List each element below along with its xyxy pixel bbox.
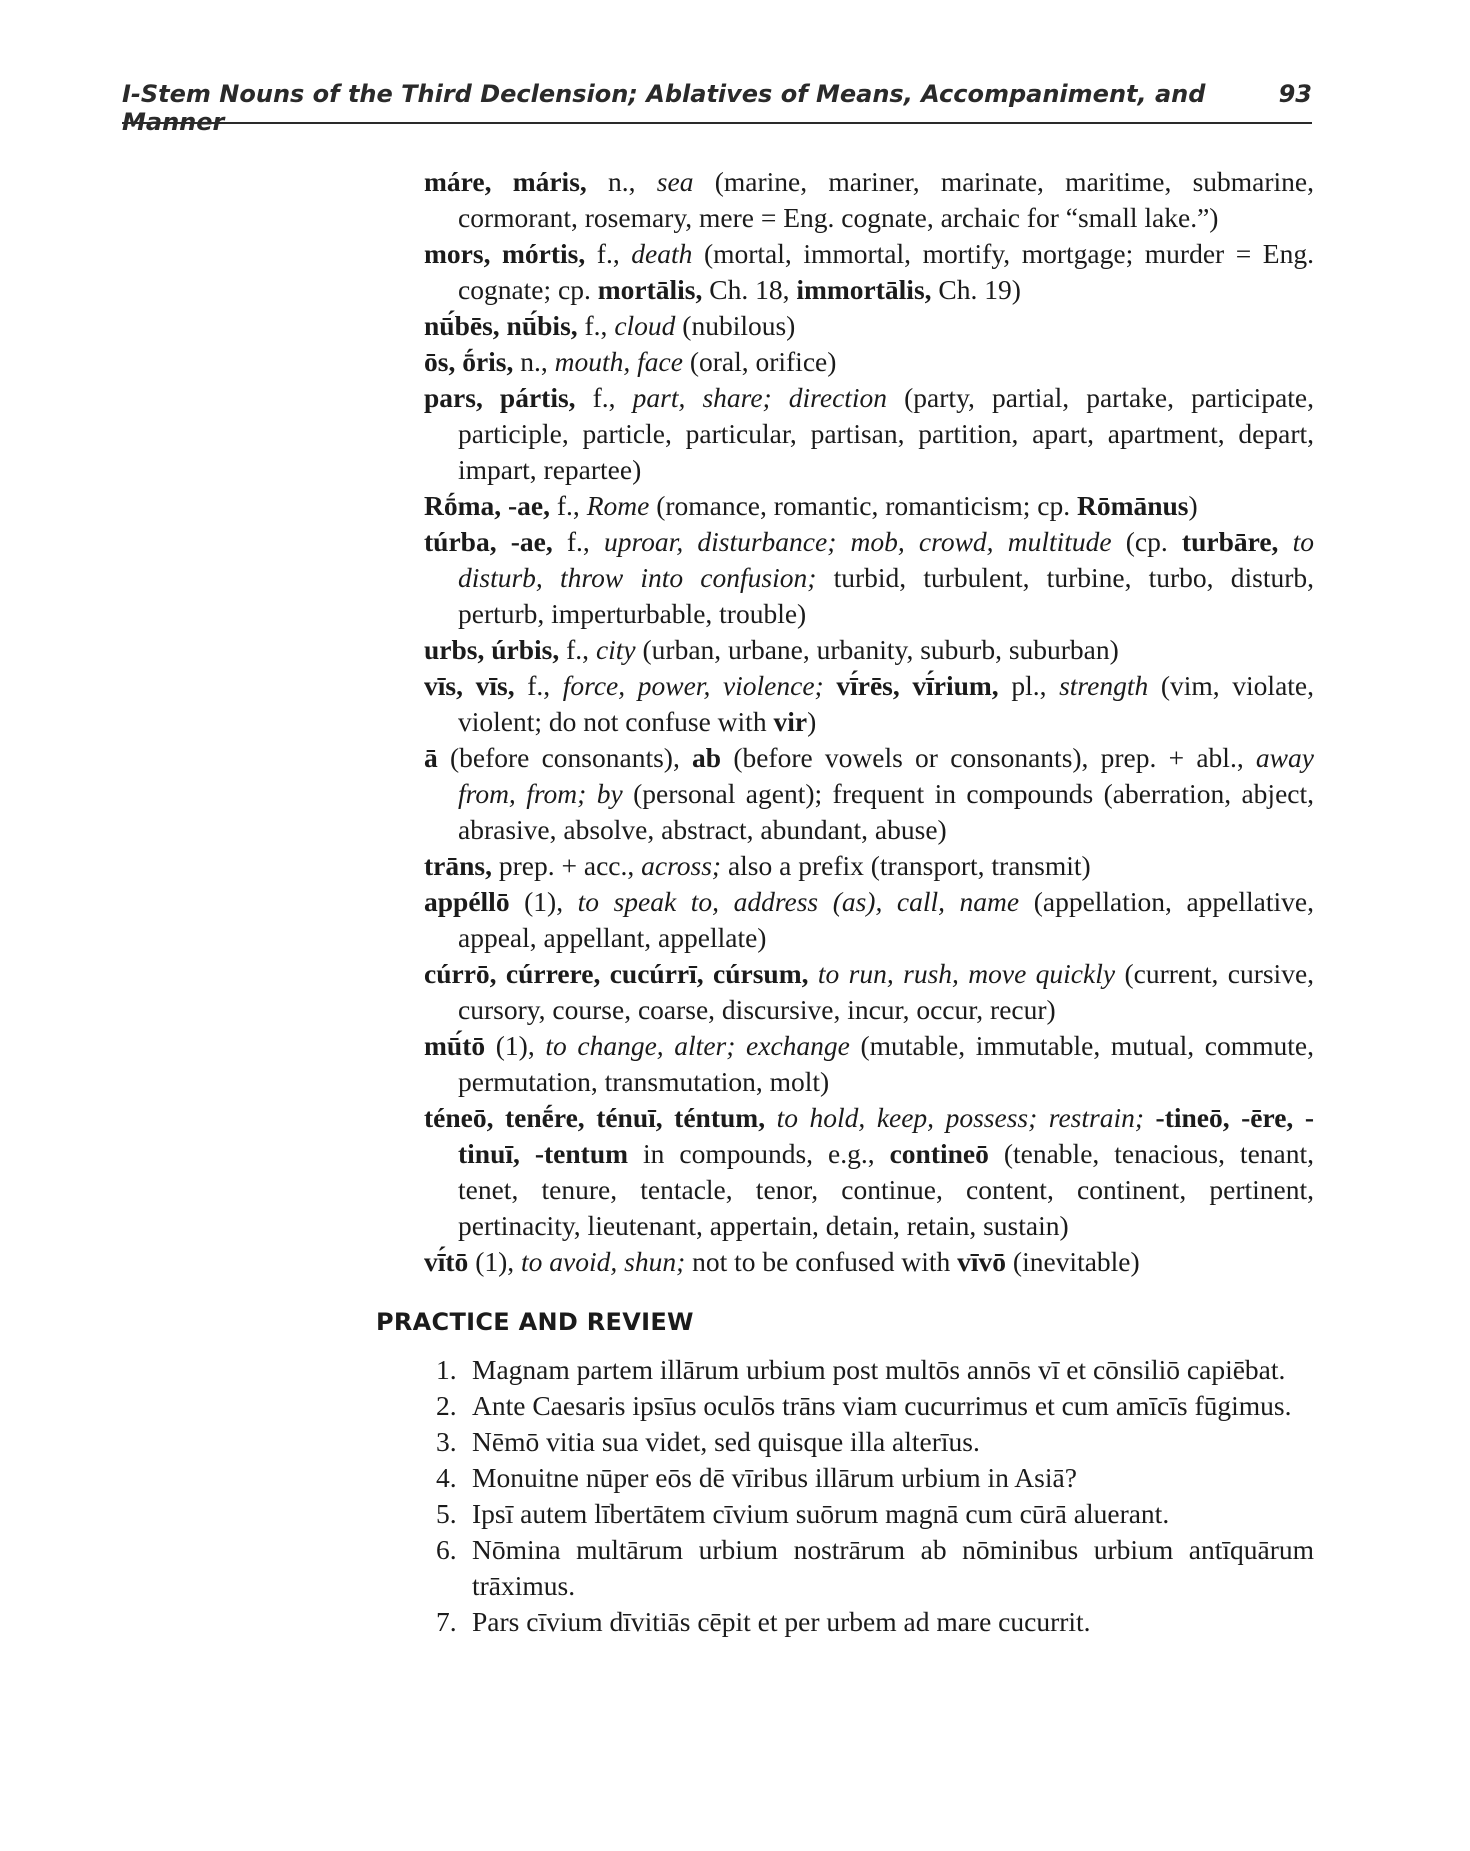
entry-text: (oral, orifice) xyxy=(682,346,837,377)
definition: uproar, disturbance; mob, crowd, multitude xyxy=(603,526,1112,557)
latin-term: pars, pártis, xyxy=(424,382,576,413)
entry-text: (appellation, appellative, appeal, appellant, appellate) xyxy=(458,886,1314,953)
definition: to avoid, shun; xyxy=(521,1246,686,1277)
vocab-entry xyxy=(424,632,1314,668)
definition: part, share; direction xyxy=(632,382,888,413)
entry-text: (tenable, tenacious, tenant, tenet, tenure, tentacle, tenor, continue, content, continent, pertinent, pertinacity, lieutenant, appertain, detain, retain, sustain) xyxy=(458,1138,1314,1241)
item-number: 5. xyxy=(436,1498,457,1529)
entry-text: Ch. 19) xyxy=(931,274,1021,305)
entry-text: (1), xyxy=(485,1030,546,1061)
sentence-text: Monuitne nūper eōs dē vīribus illārum urbium in Asiā? xyxy=(472,1462,1077,1493)
entry-text: (mortal, immortal, mortify, mortgage; murder = Eng. cognate; cp. xyxy=(458,238,1314,305)
entry-text xyxy=(824,670,837,701)
entry-text: (before vowels or consonants), prep. + abl., xyxy=(721,742,1256,773)
latin-term: appéllō xyxy=(424,886,510,917)
entry-text: (party, partial, partake, participate, participle, particle, particular, partisan, partition, apart, apartment, depart, impart, repartee) xyxy=(458,382,1314,485)
latin-term: ā xyxy=(424,742,438,773)
item-number: 1. xyxy=(436,1354,457,1385)
entry-text xyxy=(765,1102,777,1133)
definition: city xyxy=(595,634,636,665)
entry-text: (nubilous) xyxy=(675,310,796,341)
definition: force, power, violence; xyxy=(562,670,824,701)
page-number: 93 xyxy=(1278,80,1312,108)
definition: mouth, face xyxy=(554,346,683,377)
latin-term: Rōmānus xyxy=(1076,490,1189,521)
entry-text: f., xyxy=(514,670,563,701)
latin-term: urbs, úrbis, xyxy=(424,634,560,665)
item-number: 7. xyxy=(436,1606,457,1637)
vocab-entry xyxy=(424,308,1314,344)
definition: sea xyxy=(656,166,694,197)
latin-term: immortālis, xyxy=(796,274,932,305)
vocab-entry xyxy=(424,884,1314,956)
entry-text: f., xyxy=(552,526,604,557)
entry-text: (mutable, immutable, mutual, commute, permutation, transmutation, molt) xyxy=(458,1030,1314,1097)
latin-term: contineō xyxy=(889,1138,989,1169)
practice-item xyxy=(436,1352,1314,1388)
latin-term: mū́tō xyxy=(424,1030,486,1061)
entry-text: (before consonants), xyxy=(437,742,693,773)
vocab-entry xyxy=(424,236,1314,308)
entry-text: pl., xyxy=(998,670,1060,701)
running-header xyxy=(122,76,1312,136)
entry-text xyxy=(1144,1102,1156,1133)
latin-term: turbāre, xyxy=(1181,526,1279,557)
sentence-text: Magnam partem illārum urbium post multōs annōs vī et cōnsiliō capiēbat. xyxy=(472,1354,1286,1385)
entry-text: (1), xyxy=(468,1246,522,1277)
entry-text: n., xyxy=(586,166,657,197)
chapter-title: I-Stem Nouns of the Third Declension; Ablatives of Means, Accompaniment, and Manner xyxy=(122,80,1206,136)
definition: to change, alter; exchange xyxy=(545,1030,850,1061)
entry-text: n., xyxy=(513,346,555,377)
entry-text: prep. + acc., xyxy=(492,850,642,881)
latin-term: nū́bēs, nū́bis, xyxy=(424,310,578,341)
practice-list xyxy=(436,1352,1314,1640)
vocab-entry xyxy=(424,668,1314,740)
section-title: PRACTICE AND REVIEW xyxy=(376,1308,694,1336)
latin-term: cúrrō, cúrrere, cucúrrī, cúrsum, xyxy=(424,958,809,989)
sentence-text: Ipsī autem lībertātem cīvium suōrum magnā cum cūrā aluerant. xyxy=(472,1498,1170,1529)
latin-term: máre, máris, xyxy=(424,166,587,197)
entry-text: (inevitable) xyxy=(1006,1246,1140,1277)
latin-term: mors, mórtis, xyxy=(424,238,586,269)
entry-text: f., xyxy=(577,310,615,341)
definition: to run, rush, move quickly xyxy=(817,958,1116,989)
entry-text: Ch. 18, xyxy=(702,274,797,305)
practice-item xyxy=(436,1388,1314,1424)
latin-term: ab xyxy=(692,742,722,773)
latin-term: vīvō xyxy=(957,1246,1007,1277)
item-number: 3. xyxy=(436,1426,457,1457)
definition: away from, from; by xyxy=(458,742,1314,809)
entry-text: not to be confused with xyxy=(685,1246,958,1277)
vocab-entry xyxy=(424,1244,1314,1280)
entry-text: f., xyxy=(559,634,596,665)
latin-term: vī́tō xyxy=(424,1246,469,1277)
definition: death xyxy=(631,238,693,269)
entry-text: (romance, romantic, romanticism; cp. xyxy=(649,490,1077,521)
item-number: 4. xyxy=(436,1462,457,1493)
latin-term: téneō, tenḗre, ténuī, téntum, xyxy=(424,1102,766,1133)
definition: across; xyxy=(641,850,722,881)
entry-text: (cp. xyxy=(1111,526,1182,557)
vocab-entry xyxy=(424,1100,1314,1244)
definition: to hold, keep, possess; restrain; xyxy=(776,1102,1145,1133)
latin-term: vī́rēs, vī́rium, xyxy=(836,670,999,701)
practice-item xyxy=(436,1424,1314,1460)
latin-term: mortālis, xyxy=(597,274,703,305)
entry-text: (personal agent); frequent in compounds (aberration, abject, abrasive, absolve, abstract, abundant, abuse) xyxy=(458,778,1314,845)
entry-text: (urban, urbane, urbanity, suburb, suburban) xyxy=(635,634,1119,665)
latin-term: Rṓma, -ae, xyxy=(424,490,551,521)
entry-text xyxy=(1278,526,1292,557)
practice-item xyxy=(436,1496,1314,1532)
practice-item xyxy=(436,1460,1314,1496)
latin-term: trāns, xyxy=(424,850,492,881)
vocab-entry xyxy=(424,344,1314,380)
vocab-entry xyxy=(424,740,1314,848)
latin-term: vir xyxy=(773,706,808,737)
entry-text: f., xyxy=(550,490,587,521)
sentence-text: Ante Caesaris ipsīus oculōs trāns viam cucurrimus et cum amīcīs fūgimus. xyxy=(472,1390,1292,1421)
practice-item xyxy=(436,1604,1314,1640)
latin-term: túrba, -ae, xyxy=(424,526,553,557)
vocab-entry xyxy=(424,164,1314,236)
vocabulary-list xyxy=(424,164,1314,1280)
entry-text: f., xyxy=(585,238,632,269)
definition: to speak to, address (as), call, name xyxy=(577,886,1020,917)
entry-text: (vim, violate, violent; do not confuse with xyxy=(458,670,1315,737)
practice-item xyxy=(436,1532,1314,1604)
sentence-text: Nēmō vitia sua videt, sed quisque illa alterīus. xyxy=(472,1426,980,1457)
sentence-text: Pars cīvium dīvitiās cēpit et per urbem ad mare cucurrit. xyxy=(472,1606,1091,1637)
entry-text xyxy=(809,958,818,989)
vocab-entry xyxy=(424,956,1314,1028)
latin-term: -tineō, -ēre, -tinuī, -tentum xyxy=(458,1102,1314,1169)
entry-text: (1), xyxy=(509,886,578,917)
entry-text: also a prefix (transport, transmit) xyxy=(721,850,1091,881)
vocab-entry xyxy=(424,524,1314,632)
latin-term: vīs, vīs, xyxy=(424,670,515,701)
definition: to disturb, throw into confusion; xyxy=(458,526,1314,593)
item-number: 6. xyxy=(436,1534,457,1565)
entry-text: (marine, mariner, marinate, maritime, submarine, cormorant, rosemary, mere = Eng. cognate, archaic for “small lake.”) xyxy=(458,166,1315,233)
entry-text: in compounds, e.g., xyxy=(628,1138,890,1169)
definition: strength xyxy=(1059,670,1149,701)
vocab-entry xyxy=(424,488,1314,524)
entry-text: turbid, turbulent, turbine, turbo, disturb, perturb, imperturbable, trouble) xyxy=(458,562,1314,629)
item-number: 2. xyxy=(436,1390,457,1421)
sentence-text: Nōmina multārum urbium nostrārum ab nōminibus urbium antīquārum trāximus. xyxy=(472,1534,1314,1601)
entry-text: ) xyxy=(1188,490,1198,521)
latin-term: ōs, ṓris, xyxy=(424,346,514,377)
entry-text: (current, cursive, cursory, course, coarse, discursive, incur, occur, recur) xyxy=(458,958,1315,1025)
vocab-entry xyxy=(424,1028,1314,1100)
entry-text: ) xyxy=(807,706,817,737)
entry-text: f., xyxy=(575,382,633,413)
definition: cloud xyxy=(614,310,676,341)
definition: Rome xyxy=(586,490,650,521)
vocab-entry xyxy=(424,380,1314,488)
vocab-entry xyxy=(424,848,1314,884)
